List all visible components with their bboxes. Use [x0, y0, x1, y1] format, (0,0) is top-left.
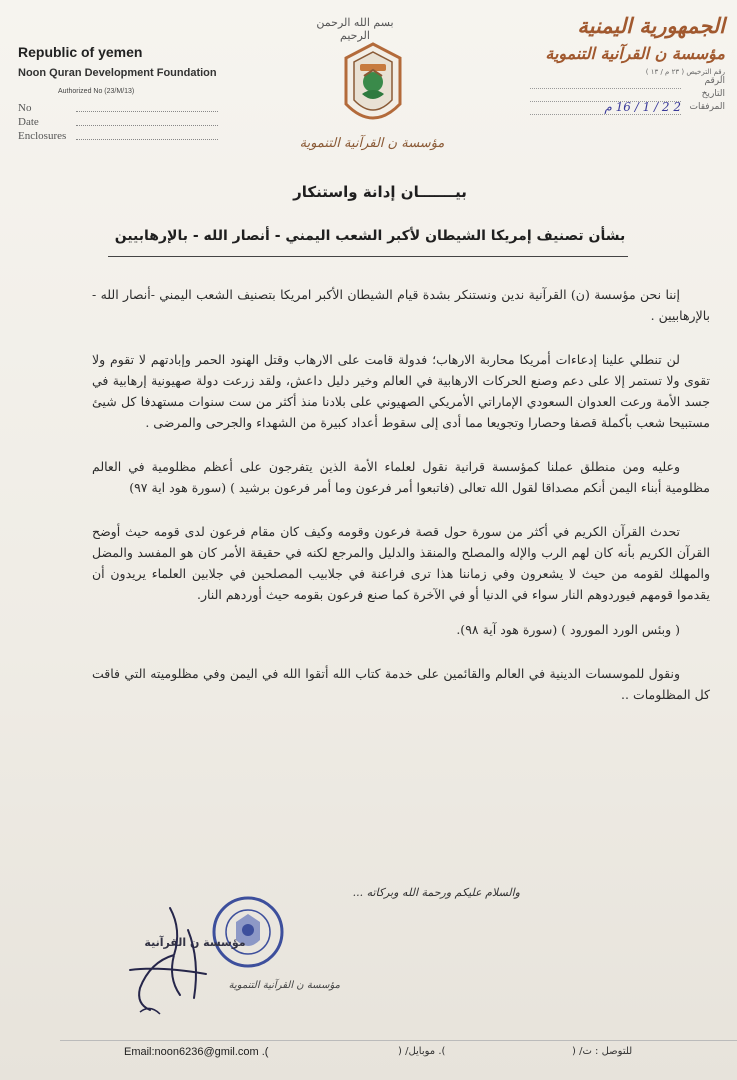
footer-contact: للتوصل : ت/ (: [572, 1046, 633, 1057]
logo-caption: مؤسسة ن القرآنية التنموية: [299, 136, 445, 151]
paragraph: ( وبئس الورد المورود ) (سورة هود آية ٩٨).: [456, 622, 680, 637]
country-name-ar: الجمهورية اليمنية: [577, 13, 725, 38]
field-enclosures-ar: [530, 102, 725, 115]
field-date-label: Date: [18, 116, 39, 128]
basmala: بسم الله الرحمن الرحيم: [316, 16, 394, 42]
field-date-ar-label: التاريخ: [701, 89, 725, 99]
statement-heading: بيـــــــان إدانة واستنكار: [293, 183, 467, 201]
paragraph: لن تنطلي علينا إدعاءات أمريكا محاربة الارهاب؛ فدولة قامت على الارهاب وقتل الهنود الحمر وإبادتهم لا تقوم ولا تقوى ولا تستمر إلا على دعم وصنع الحركات الارهابية في العالم وخير دليل داعش، ولقد زرعت دولة صهيونية إرهابية في جسد الأمة ورعت العدوان السعودي الإماراتي الأمريكي الصهيوني على بلادنا منذ أكثر من ست سنوات مستهدفا كل شيئ مستبيحا شعب بأكملة قصفا وحصارا وتجويعا مما أدى إلى سقوط أعداد كبيرة من الشهداء والجرحى والمرضى .: [92, 352, 710, 430]
field-number-label: No: [18, 102, 32, 114]
closing-greeting: والسلام عليكم ورحمة الله وبركاته ...: [352, 886, 520, 899]
foundation-logo-icon: [342, 42, 404, 134]
letter-footer: [0, 1030, 737, 1080]
field-date: [18, 116, 258, 129]
field-enclosures-label: Enclosures: [18, 130, 67, 142]
country-name-en: Republic of yemen: [18, 44, 143, 60]
paragraph: وعليه ومن منطلق عملنا كمؤسسة قرانية نقول لعلماء الأمة الذين يتفرجون على أعظم مظلومية في العالم مظلومية أبناء اليمن أنكم مصداقا لقول الله تعالى (فاتبعوا أمر فرعون وما أمر فرعون برشيد ) (سورة هود اية ٩٧): [92, 459, 710, 495]
subheading-underline: [108, 256, 628, 257]
field-number-ar-value: [530, 76, 681, 89]
organization-name-en: Noon Quran Development Foundation: [18, 67, 217, 79]
paragraph: ونقول للموسسات الدينية في العالم والقائمين على خدمة كتاب الله أتقوا الله في اليمن وفي مظلوميته التي فاقت كل المظلومات ..: [92, 666, 710, 702]
field-enclosures: [18, 130, 258, 143]
arabic-letterhead: [530, 14, 725, 115]
organization-name-ar: مؤسسة ن القرآنية التنموية: [545, 44, 725, 63]
field-number: [18, 102, 258, 115]
signature-caption: مؤسسة ن القرآنية التنموية: [228, 980, 340, 991]
footer-email: Email:noon6236@gmil.com .(: [124, 1046, 269, 1058]
signature-icon: [110, 900, 230, 1025]
authorization-number: Authorized No (23/M/13): [58, 88, 135, 95]
footer-divider: [60, 1040, 737, 1041]
paragraph: إننا نحن مؤسسة (ن) القرآنية ندين ونستنكر بشدة قيام الشيطان الأكبر امريكا بتصنيف الشعب اليمني -أنصار الله - بالإرهابيين .: [92, 287, 710, 323]
seal-text: مؤسسة ن القرآنية: [144, 936, 246, 949]
field-enclosures-ar-label: المرفقات: [689, 102, 725, 112]
field-number-ar: [530, 76, 725, 89]
field-number-ar-label: الرقم: [704, 76, 725, 86]
statement-body: [92, 284, 710, 728]
footer-mobile: ). موبايل/ (: [398, 1046, 446, 1057]
statement-subheading: بشأن تصنيف إمريكا الشيطان لأكبر الشعب اليمني - أنصار الله - بالإرهابيين: [114, 228, 626, 244]
paragraph: تحدث القرآن الكريم في أكثر من سورة حول قصة فرعون وقومه وكيف كان مقام فرعون لدى قومه حيث أوضح القرآن الكريم بأنه كان لهم الرب والإله والمصلح والمنقذ والدليل والمرجع لكنه في حقيقة الأمر كان هو المفسد والمضل والمهلك لقومه من حيث لا يشعرون وفي زماننا هذا ترى فراعنة في جلابيب المصلحين في جلابين العلماء يريدون أن يقدموا قومهم فيوردوهم النار سواء في الدنيا أو في الآخرة كما صنع فرعون بقومه حيث أوردهم النار.: [92, 524, 710, 602]
license-number-ar: رقم الترخيص ( ٢٣ م / ١٣ ): [645, 68, 725, 76]
field-enclosures-ar-value: 2 2 / 1 / 16 م: [530, 102, 681, 115]
english-letterhead: [18, 44, 258, 143]
